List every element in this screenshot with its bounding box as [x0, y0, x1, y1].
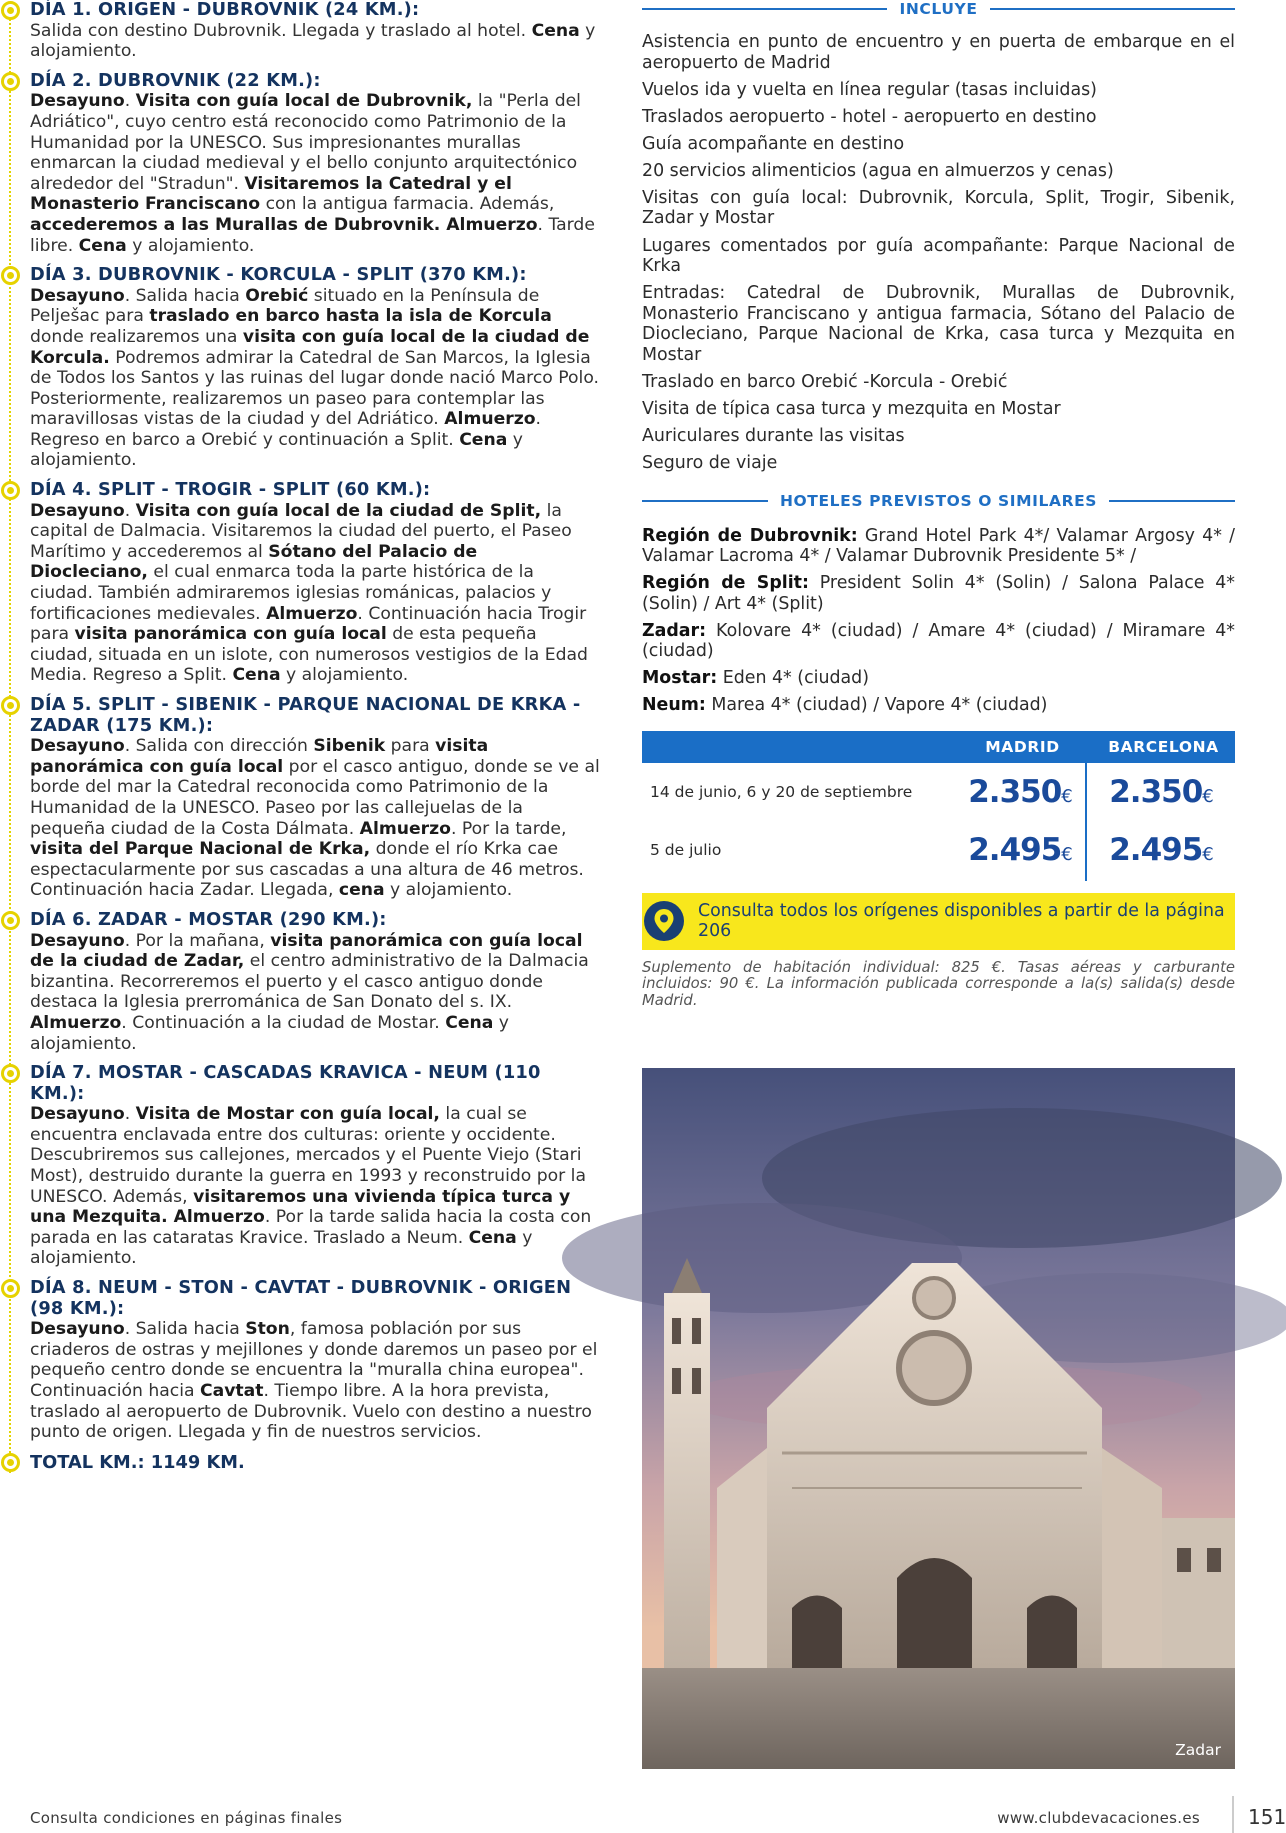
price-table-body [642, 763, 1235, 879]
incluye-item: Vuelos ida y vuelta en línea regular (tasas incluidas) [642, 79, 1097, 100]
day-title: DÍA 6. ZADAR - MOSTAR (290 KM.): [30, 908, 387, 930]
day-title: DÍA 7. MOSTAR - CASCADAS KRAVICA - NEUM (110 KM.): [30, 1062, 541, 1104]
footer-divider [1232, 1796, 1234, 1833]
price-barcelona: 2.350€ [1109, 773, 1214, 810]
map-pin-icon [644, 901, 684, 941]
price-table-header [642, 731, 1235, 763]
itinerary-days [0, 0, 600, 1443]
itinerary-day [0, 695, 600, 901]
price-row [642, 821, 1235, 879]
price-madrid: 2.495€ [968, 831, 1073, 868]
photo-caption: Zadar [1175, 1741, 1221, 1759]
price-madrid: 2.350€ [968, 773, 1073, 810]
hotel-region: Región de Split: [642, 573, 809, 594]
itinerary-total [0, 1452, 600, 1473]
hotel-region: Neum: [642, 695, 706, 716]
hotel-region: Mostar: [642, 668, 718, 689]
incluye-item: 20 servicios alimenticios (agua en almuerzos y cenas) [642, 160, 1114, 181]
itinerary-column [0, 0, 600, 1473]
hotel-row [642, 526, 1235, 567]
hotels-section [642, 492, 1235, 716]
price-dates: 14 de junio, 6 y 20 de septiembre [650, 782, 913, 801]
bullet-icon [1, 1, 20, 20]
itinerary-day [0, 0, 600, 62]
bullet-icon [1, 696, 20, 715]
bullet-icon [1, 1279, 20, 1298]
day-title: DÍA 2. DUBROVNIK (22 KM.): [30, 69, 321, 91]
hotels-title: HOTELES PREVISTOS O SIMILARES [779, 491, 1098, 510]
day-description: Desayuno. Salida con dirección Sibenik para visita panorámica con guía local por el casco antiguo, donde se ve al borde del mar la Catedral reconocida como Patrimonio de la Humanidad de la UNESCO. Paseo por las callejuelas de la pequeña ciudad de la Costa Dálmata. Almuerzo. Por la tarde, visita del Parque Nacional de Krka, donde el río Krka cae espectacularmente por sus cascadas a una altura de 46 metros. Continuación hacia Zadar. Llegada, cena y alojamiento. [30, 736, 600, 901]
day-description: Desayuno. Visita de Mostar con guía local, la cual se encuentra enclavada entre dos culturas: oriente y occidente. Descubriremos sus callejones, mercados y el Puente Viejo (Stari Most), destruido durante la guerra en 1993 y reconstruido por la UNESCO. Además, visitaremos una vivienda típica turca y una Mezquita. Almuerzo. Por la tarde salida hacia la costa con parada en las cataratas Kravice. Traslado a Neum. Cena y alojamiento. [30, 1104, 592, 1269]
incluye-item: Guía acompañante en destino [642, 133, 905, 154]
page-number: 151 [1248, 1805, 1286, 1829]
incluye-item: Entradas: Catedral de Dubrovnik, Murallas de Dubrovnik, Monasterio Franciscano y antigua farmacia, Sótano del Palacio de Diocleciano, Parque Nacional de Krka, casa turca y Mezquita en Mostar [642, 283, 1235, 365]
incluye-item: Visita de típica casa turca y mezquita en Mostar [642, 398, 1061, 419]
hotel-names: Eden 4* (ciudad) [722, 668, 870, 689]
bullet-icon [1, 1453, 20, 1472]
incluye-item: Asistencia en punto de encuentro y en puerta de embarque en el aeropuerto de Madrid [642, 32, 1235, 73]
day-description: Desayuno. Visita con guía local de Dubrovnik, la "Perla del Adriático", cuyo centro está reconocido como Patrimonio de la Humanidad por la UNESCO. Sus impresionantes murallas enmarcan la ciudad medieval y el bello conjunto arquitectónico alrededor del "Stradun". Visitaremos la Catedral y el Monasterio Franciscano con la antigua farmacia. Además, accederemos a las Murallas de Dubrovnik. Almuerzo. Tarde libre. Cena y alojamiento. [30, 91, 595, 256]
incluye-list [642, 32, 1235, 474]
hotel-names: Kolovare 4* (ciudad) / Amare 4* (ciudad) / Miramare 4* (ciudad) [642, 620, 1236, 662]
consult-banner [642, 893, 1235, 950]
price-table [642, 731, 1235, 879]
itinerary-day [0, 71, 600, 256]
day-description: Desayuno. Salida hacia Ston, famosa población por sus criaderos de ostras y mejillones y donde daremos un paseo por el pequeño centro donde se encuentra la "muralla china europea". Continuación hacia Cavtat. Tiempo libre. A la hora prevista, traslado al aeropuerto de Dubrovnik. Vuelo con destino a nuestro punto de origen. Llegada y fin de nuestros servicios. [30, 1319, 598, 1443]
bullet-icon [1, 72, 20, 91]
day-title: DÍA 1. ORIGEN - DUBROVNIK (24 KM.): [30, 0, 420, 20]
hotel-row [642, 621, 1235, 662]
bullet-icon [1, 481, 20, 500]
zadar-cathedral-photo [642, 1068, 1235, 1769]
day-title: DÍA 4. SPLIT - TROGIR - SPLIT (60 KM.): [30, 479, 431, 501]
price-row [642, 763, 1235, 821]
incluye-item: Lugares comentados por guía acompañante: Parque Nacional de Krka [642, 235, 1235, 277]
incluye-item: Visitas con guía local: Dubrovnik, Korcula, Split, Trogir, Sibenik, Zadar y Mostar [642, 187, 1235, 229]
bullet-icon [1, 1064, 20, 1083]
incluye-title: INCLUYE [899, 0, 978, 18]
info-column [642, 0, 1235, 1009]
consult-text: Consulta todos los orígenes disponibles a partir de la página 206 [698, 900, 1225, 942]
hotels-list [642, 526, 1235, 716]
itinerary-day [0, 1278, 600, 1443]
itinerary-day [0, 265, 600, 471]
footer-website[interactable]: www.clubdevacaciones.es [997, 1809, 1200, 1827]
hotel-region: Región de Dubrovnik: [642, 525, 858, 546]
price-column-divider [1085, 763, 1087, 881]
day-title: DÍA 8. NEUM - STON - CAVTAT - DUBROVNIK - ORIGEN (98 KM.): [30, 1277, 572, 1319]
hotel-row [642, 668, 1235, 689]
day-title: DÍA 5. SPLIT - SIBENIK - PARQUE NACIONAL DE KRKA - ZADAR (175 KM.): [30, 694, 581, 736]
incluye-item: Traslado en barco Orebić -Korcula - Orebić [642, 371, 1008, 392]
hotel-row [642, 695, 1235, 716]
col-barcelona: BARCELONA [1108, 737, 1219, 756]
hotel-names: Grand Hotel Park 4*/ Valamar Argosy 4* / Valamar Lacroma 4* / Valamar Dubrovnik Presidente 5* / [642, 525, 1236, 567]
hotel-names: President Solin 4* (Solin) / Salona Palace 4* (Solin) / Art 4* (Split) [642, 573, 1235, 614]
col-madrid: MADRID [985, 737, 1060, 756]
itinerary-day [0, 480, 600, 686]
day-description: Salida con destino Dubrovnik. Llegada y traslado al hotel. Cena y alojamiento. [30, 20, 596, 62]
day-description: Desayuno. Salida hacia Orebić situado en la Península de Pelješac para traslado en barco hasta la isla de Korcula donde realizaremos una visita con guía local de la ciudad de Korcula. Podremos admirar la Catedral de San Marcos, la Iglesia de Todos los Santos y las ruinas del lugar donde nació Marco Polo. Posteriormente, realizaremos un paseo para contemplar las maravillosas vistas de la ciudad y del Adriático. Almuerzo. Regreso en barco a Orebić y continuación a Split. Cena y alojamiento. [30, 285, 599, 471]
price-barcelona: 2.495€ [1109, 831, 1214, 868]
day-description: Desayuno. Visita con guía local de la ciudad de Split, la capital de Dalmacia. Visitaremos la ciudad del puerto, el Paseo Marítimo y accederemos al Sótano del Palacio de Diocleciano, el cual enmarca toda la parte histórica de la ciudad. También admiraremos iglesias románicas, palacios y fortificaciones medievales. Almuerzo. Continuación hacia Trogir para visita panorámica con guía local de esta pequeña ciudad, situada en un islote, con numerosos vestigios de la Edad Media. Regreso a Split. Cena y alojamiento. [30, 500, 588, 686]
itinerary-day [0, 1063, 600, 1269]
incluye-item: Seguro de viaje [642, 453, 778, 474]
supplement-note: Suplemento de habitación individual: 825 €. Tasas aéreas y carburante incluidos: 90 €. La información publicada corresponde a la(s) salida(s) desde Madrid. [642, 958, 1235, 1009]
hotel-row [642, 573, 1235, 614]
footer-conditions: Consulta condiciones en páginas finales [30, 1809, 343, 1827]
incluye-item: Traslados aeropuerto - hotel - aeropuerto en destino [642, 106, 1097, 127]
total-km: TOTAL KM.: 1149 KM. [30, 1451, 245, 1473]
incluye-item: Auriculares durante las visitas [642, 425, 905, 446]
incluye-heading [642, 0, 1235, 18]
price-dates: 5 de julio [650, 840, 722, 859]
hotel-names: Marea 4* (ciudad) / Vapore 4* (ciudad) [711, 695, 1048, 716]
day-title: DÍA 3. DUBROVNIK - KORCULA - SPLIT (370 KM.): [30, 264, 527, 286]
itinerary-day [0, 910, 600, 1054]
hotels-heading [642, 492, 1235, 510]
bullet-icon [1, 911, 20, 930]
hotel-region: Zadar: [642, 620, 707, 641]
bullet-icon [1, 266, 20, 285]
day-description: Desayuno. Por la mañana, visita panorámica con guía local de la ciudad de Zadar, el centro administrativo de la Dalmacia bizantina. Recorreremos el puerto y el casco antiguo donde destaca la Iglesia prerrománica de San Donato del s. IX. Almuerzo. Continuación a la ciudad de Mostar. Cena y alojamiento. [30, 930, 589, 1054]
